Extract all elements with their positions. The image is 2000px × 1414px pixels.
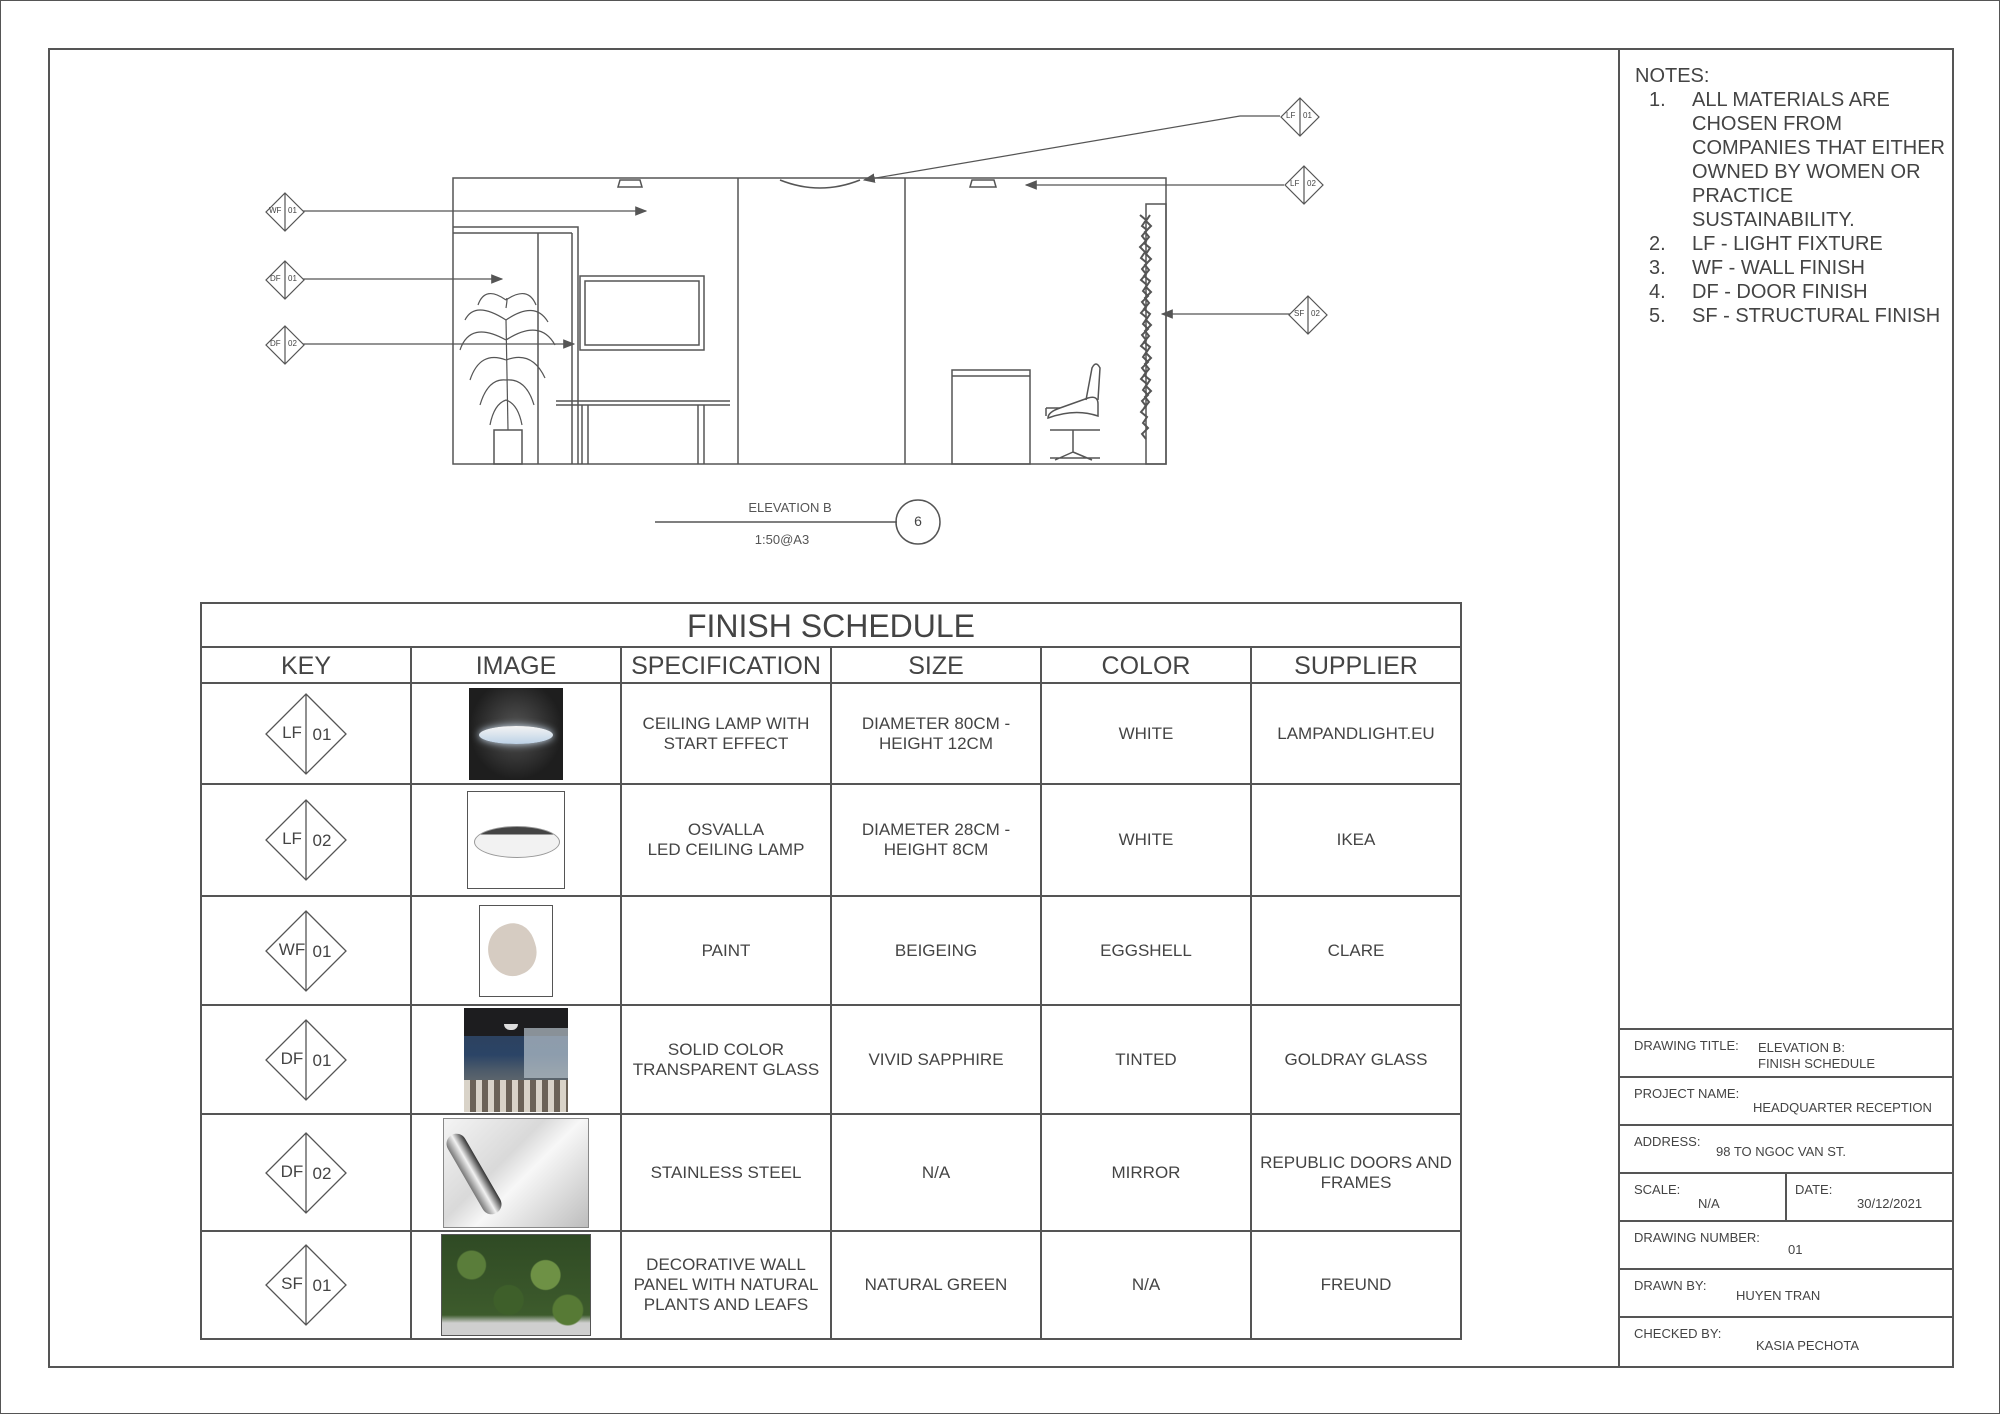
note-item: 1. ALL MATERIALS ARE CHOSEN FROM COMPANIES THAT EITHER OWNED BY WOMEN OR PRACTICE SUSTAINABILITY. [1649,89,1945,231]
key-badge: LF 02 [264,798,348,882]
table-cell-spec: STAINLESS STEEL [622,1115,832,1232]
tag-sf02 [1288,295,1328,335]
tb-project-name: PROJECT NAME: HEADQUARTER RECEPTION [1620,1076,1952,1124]
tag-num: 01 [288,206,297,215]
table-cell-supplier: IKEA [1252,785,1460,897]
tag-df02 [265,325,305,365]
plant-wall-image [441,1234,591,1336]
tag-wf01 [265,192,305,232]
col-header-supplier: SUPPLIER [1252,648,1460,684]
table-cell-spec: SOLID COLOR TRANSPARENT GLASS [622,1006,832,1115]
elevation-scale: 1:50@A3 [754,532,810,547]
note-item: 4. DF - DOOR FINISH [1649,281,1868,303]
tag-num: 01 [288,274,297,283]
table-cell-color: N/A [1042,1232,1252,1338]
table-row-image [412,1115,622,1232]
tag-code: DF [270,339,281,348]
key-badge: DF 02 [264,1131,348,1215]
tag-num: 02 [1311,309,1320,318]
table-cell-color: TINTED [1042,1006,1252,1115]
key-badge: SF 01 [264,1243,348,1327]
table-cell-supplier: FREUND [1320,1275,1392,1294]
tag-num: 01 [1303,111,1312,120]
table-cell-supplier: GOLDRAY GLASS [1252,1006,1460,1115]
stainless-steel-image [443,1118,589,1228]
tag-df01 [265,260,305,300]
tag-code: WF [269,206,282,215]
col-header-image: IMAGE [412,648,622,684]
tb-drawn-by: DRAWN BY: HUYEN TRAN [1620,1268,1952,1316]
tb-divider [1785,1174,1787,1220]
note-item: 5. SF - STRUCTURAL FINISH [1649,305,1941,327]
key-badge: WF 01 [264,909,348,993]
tb-drawing-number: DRAWING NUMBER: 01 [1620,1220,1952,1268]
elevation-title: ELEVATION B [748,500,832,515]
tb-scale-date: SCALE: N/A DATE: 30/12/2021 [1620,1172,1952,1220]
tinted-glass-image [464,1008,568,1112]
col-header-specification: SPECIFICATION [622,648,832,684]
tag-code: SF [1294,309,1305,318]
tb-address: ADDRESS: 98 TO NGOC VAN ST. [1620,1124,1952,1172]
col-header-color: COLOR [1042,648,1252,684]
paint-swatch-image [479,905,553,997]
schedule-title: FINISH SCHEDULE [202,604,1460,648]
table-cell-color: WHITE [1042,684,1252,785]
table-cell-supplier: CLARE [1252,897,1460,1006]
tag-code: LF [1290,179,1300,188]
table-row-key [202,897,412,1006]
table-row-image [412,1006,622,1115]
col-header-size: SIZE [832,648,1042,684]
tb-drawing-title: DRAWING TITLE: ELEVATION B: FINISH SCHEDULE [1620,1028,1952,1076]
table-row-key [202,684,412,785]
table-row-image [412,785,622,897]
table-cell-color: MIRROR [1042,1115,1252,1232]
note-item: 2. LF - LIGHT FIXTURE [1649,233,1883,255]
tag-code: LF [1286,111,1296,120]
tb-checked-by: CHECKED BY: KASIA PECHOTA [1620,1316,1952,1366]
tag-num: 02 [288,339,297,348]
table-cell-spec: OSVALLA LED CEILING LAMP [622,785,832,897]
ceiling-lamp-image [469,688,563,780]
table-cell-size: DIAMETER 80CM - HEIGHT 12CM [832,684,1042,785]
notes-heading: NOTES: [1635,65,1710,87]
notes-list [1635,88,1945,328]
table-cell-size: N/A [832,1115,1042,1232]
tag-num: 02 [1307,179,1316,188]
table-row-key [202,1232,412,1338]
table-row-key [202,785,412,897]
table-cell-spec: PAINT [622,897,832,1006]
table-row-key [202,1115,412,1232]
table-cell-color: EGGSHELL [1042,897,1252,1006]
table-row-key [202,1006,412,1115]
key-badge: DF 01 [264,1018,348,1102]
table-row-image [412,1232,622,1338]
elevation-number: 6 [914,513,922,529]
col-header-key: KEY [202,648,412,684]
notes [1635,64,1945,328]
table-cell-supplier: REPUBLIC DOORS AND FRAMES [1252,1115,1460,1232]
table-row-image [412,684,622,785]
finish-schedule-table [200,602,1462,1340]
table-cell-size: DIAMETER 28CM - HEIGHT 8CM [832,785,1042,897]
tag-lf01 [1280,97,1320,137]
table-cell-size: VIVID SAPPHIRE [832,1006,1042,1115]
table-cell-spec: DECORATIVE WALL PANEL WITH NATURAL PLANTS AND LEAFS [622,1232,832,1338]
tag-lf02 [1284,165,1324,205]
table-row-image [412,897,622,1006]
table-cell-supplier: LAMPANDLIGHT.EU [1252,684,1460,785]
note-item: 3. WF - WALL FINISH [1649,257,1865,279]
table-cell-size: BEIGEING [832,897,1042,1006]
table-cell-color: WHITE [1042,785,1252,897]
tag-code: DF [270,274,281,283]
osvalla-lamp-image [467,791,565,889]
table-cell-spec: CEILING LAMP WITH START EFFECT [622,684,832,785]
key-badge: LF 01 [264,692,348,776]
table-cell-size: NATURAL GREEN [832,1232,1042,1338]
